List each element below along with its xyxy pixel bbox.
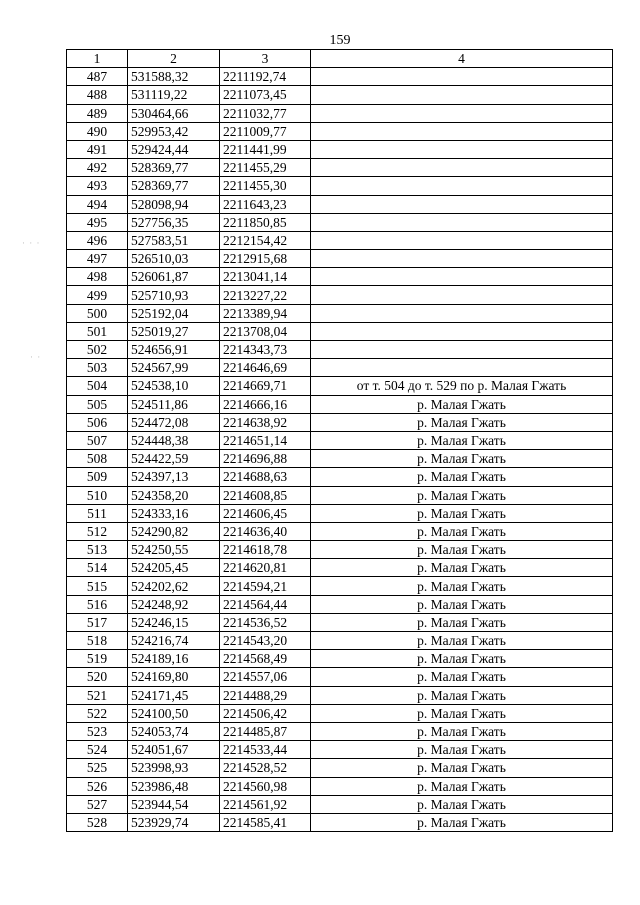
table-row (67, 813, 613, 831)
table-row (67, 522, 613, 540)
cell-description: р. Малая Гжать (311, 813, 613, 831)
table-row (67, 795, 613, 813)
cell-x-coordinate: 529424,44 (128, 140, 220, 158)
cell-y-coordinate: 2213041,14 (220, 268, 311, 286)
cell-x-coordinate: 523998,93 (128, 759, 220, 777)
table-row (67, 486, 613, 504)
column-header-number: 1 (67, 50, 128, 68)
cell-description (311, 213, 613, 231)
table-row (67, 777, 613, 795)
cell-description: р. Малая Гжать (311, 595, 613, 613)
cell-point-number: 489 (67, 104, 128, 122)
cell-x-coordinate: 524171,45 (128, 686, 220, 704)
scan-speck: · · (30, 352, 42, 362)
table-row (67, 268, 613, 286)
cell-point-number: 488 (67, 86, 128, 104)
cell-x-coordinate: 531588,32 (128, 68, 220, 86)
cell-y-coordinate: 2211441,99 (220, 140, 311, 158)
cell-y-coordinate: 2214506,42 (220, 704, 311, 722)
cell-point-number: 487 (67, 68, 128, 86)
table-row (67, 541, 613, 559)
table-row (67, 577, 613, 595)
cell-x-coordinate: 524290,82 (128, 522, 220, 540)
cell-y-coordinate: 2211073,45 (220, 86, 311, 104)
cell-point-number: 494 (67, 195, 128, 213)
cell-description: р. Малая Гжать (311, 722, 613, 740)
cell-description (311, 122, 613, 140)
cell-description (311, 268, 613, 286)
cell-y-coordinate: 2211009,77 (220, 122, 311, 140)
cell-x-coordinate: 531119,22 (128, 86, 220, 104)
table-row (67, 595, 613, 613)
cell-y-coordinate: 2212915,68 (220, 250, 311, 268)
cell-x-coordinate: 529953,42 (128, 122, 220, 140)
cell-point-number: 519 (67, 650, 128, 668)
cell-x-coordinate: 524397,13 (128, 468, 220, 486)
cell-x-coordinate: 524567,99 (128, 359, 220, 377)
cell-y-coordinate: 2214536,52 (220, 613, 311, 631)
cell-point-number: 498 (67, 268, 128, 286)
cell-description: р. Малая Гжать (311, 431, 613, 449)
cell-y-coordinate: 2214638,92 (220, 413, 311, 431)
table-row (67, 395, 613, 413)
cell-x-coordinate: 527756,35 (128, 213, 220, 231)
column-header-y: 3 (220, 50, 311, 68)
cell-x-coordinate: 524448,38 (128, 431, 220, 449)
cell-description: р. Малая Гжать (311, 759, 613, 777)
cell-point-number: 508 (67, 450, 128, 468)
cell-description: р. Малая Гжать (311, 704, 613, 722)
table-row (67, 759, 613, 777)
cell-y-coordinate: 2214543,20 (220, 632, 311, 650)
cell-point-number: 515 (67, 577, 128, 595)
cell-y-coordinate: 2212154,42 (220, 231, 311, 249)
table-row (67, 722, 613, 740)
cell-description: р. Малая Гжать (311, 577, 613, 595)
cell-point-number: 492 (67, 159, 128, 177)
cell-point-number: 495 (67, 213, 128, 231)
cell-x-coordinate: 528098,94 (128, 195, 220, 213)
cell-description: р. Малая Гжать (311, 741, 613, 759)
cell-point-number: 507 (67, 431, 128, 449)
scan-speck: · · · (22, 238, 41, 248)
cell-y-coordinate: 2214557,06 (220, 668, 311, 686)
table-row (67, 68, 613, 86)
cell-y-coordinate: 2213227,22 (220, 286, 311, 304)
table-row (67, 741, 613, 759)
cell-point-number: 503 (67, 359, 128, 377)
column-header-description: 4 (311, 50, 613, 68)
column-header-x: 2 (128, 50, 220, 68)
table-row (67, 413, 613, 431)
cell-x-coordinate: 526061,87 (128, 268, 220, 286)
cell-y-coordinate: 2214646,69 (220, 359, 311, 377)
table-row (67, 104, 613, 122)
cell-description (311, 104, 613, 122)
table-row (67, 559, 613, 577)
table-row (67, 686, 613, 704)
table-row (67, 377, 613, 395)
cell-description (311, 322, 613, 340)
table-header-row (67, 50, 613, 68)
cell-description (311, 286, 613, 304)
table-row (67, 613, 613, 631)
cell-point-number: 502 (67, 341, 128, 359)
cell-description (311, 177, 613, 195)
cell-x-coordinate: 524246,15 (128, 613, 220, 631)
table-row (67, 122, 613, 140)
table-row (67, 632, 613, 650)
cell-y-coordinate: 2211850,85 (220, 213, 311, 231)
cell-description: р. Малая Гжать (311, 777, 613, 795)
cell-y-coordinate: 2211455,30 (220, 177, 311, 195)
cell-point-number: 501 (67, 322, 128, 340)
table-row (67, 504, 613, 522)
cell-x-coordinate: 524250,55 (128, 541, 220, 559)
cell-description: р. Малая Гжать (311, 668, 613, 686)
cell-y-coordinate: 2214636,40 (220, 522, 311, 540)
cell-x-coordinate: 524656,91 (128, 341, 220, 359)
table-row (67, 431, 613, 449)
cell-y-coordinate: 2211455,29 (220, 159, 311, 177)
coordinates-table (66, 49, 613, 832)
cell-description: р. Малая Гжать (311, 450, 613, 468)
cell-y-coordinate: 2214528,52 (220, 759, 311, 777)
cell-point-number: 510 (67, 486, 128, 504)
cell-description: р. Малая Гжать (311, 395, 613, 413)
cell-description: р. Малая Гжать (311, 613, 613, 631)
table-row (67, 213, 613, 231)
cell-point-number: 506 (67, 413, 128, 431)
cell-x-coordinate: 525019,27 (128, 322, 220, 340)
table-row (67, 86, 613, 104)
cell-description (311, 231, 613, 249)
cell-y-coordinate: 2214533,44 (220, 741, 311, 759)
cell-y-coordinate: 2214666,16 (220, 395, 311, 413)
cell-x-coordinate: 524248,92 (128, 595, 220, 613)
cell-point-number: 513 (67, 541, 128, 559)
cell-point-number: 523 (67, 722, 128, 740)
cell-point-number: 491 (67, 140, 128, 158)
cell-x-coordinate: 524100,50 (128, 704, 220, 722)
cell-y-coordinate: 2213389,94 (220, 304, 311, 322)
cell-x-coordinate: 524472,08 (128, 413, 220, 431)
cell-x-coordinate: 527583,51 (128, 231, 220, 249)
cell-point-number: 528 (67, 813, 128, 831)
cell-y-coordinate: 2214564,44 (220, 595, 311, 613)
cell-y-coordinate: 2214561,92 (220, 795, 311, 813)
cell-point-number: 520 (67, 668, 128, 686)
cell-description (311, 68, 613, 86)
cell-description: р. Малая Гжать (311, 686, 613, 704)
table-row (67, 668, 613, 686)
cell-description (311, 159, 613, 177)
cell-x-coordinate: 530464,66 (128, 104, 220, 122)
cell-description: р. Малая Гжать (311, 559, 613, 577)
cell-y-coordinate: 2213708,04 (220, 322, 311, 340)
cell-y-coordinate: 2214485,87 (220, 722, 311, 740)
cell-description (311, 250, 613, 268)
cell-point-number: 511 (67, 504, 128, 522)
cell-description: р. Малая Гжать (311, 650, 613, 668)
table-row (67, 322, 613, 340)
cell-y-coordinate: 2214568,49 (220, 650, 311, 668)
table-row (67, 704, 613, 722)
cell-x-coordinate: 526510,03 (128, 250, 220, 268)
cell-description: р. Малая Гжать (311, 541, 613, 559)
cell-x-coordinate: 525192,04 (128, 304, 220, 322)
cell-description (311, 304, 613, 322)
cell-point-number: 518 (67, 632, 128, 650)
table-row (67, 286, 613, 304)
cell-x-coordinate: 523986,48 (128, 777, 220, 795)
cell-y-coordinate: 2211643,23 (220, 195, 311, 213)
cell-point-number: 505 (67, 395, 128, 413)
cell-y-coordinate: 2214488,29 (220, 686, 311, 704)
cell-x-coordinate: 524216,74 (128, 632, 220, 650)
cell-point-number: 493 (67, 177, 128, 195)
cell-y-coordinate: 2214560,98 (220, 777, 311, 795)
cell-x-coordinate: 524189,16 (128, 650, 220, 668)
cell-x-coordinate: 524051,67 (128, 741, 220, 759)
cell-x-coordinate: 524169,80 (128, 668, 220, 686)
cell-point-number: 490 (67, 122, 128, 140)
cell-x-coordinate: 525710,93 (128, 286, 220, 304)
cell-point-number: 500 (67, 304, 128, 322)
cell-x-coordinate: 524422,59 (128, 450, 220, 468)
cell-x-coordinate: 523944,54 (128, 795, 220, 813)
cell-description: от т. 504 до т. 529 по р. Малая Гжать (311, 377, 613, 395)
cell-point-number: 525 (67, 759, 128, 777)
table-row (67, 304, 613, 322)
cell-description (311, 140, 613, 158)
cell-description: р. Малая Гжать (311, 632, 613, 650)
cell-y-coordinate: 2214688,63 (220, 468, 311, 486)
table-row (67, 359, 613, 377)
table-row (67, 195, 613, 213)
cell-description (311, 195, 613, 213)
cell-point-number: 516 (67, 595, 128, 613)
cell-point-number: 522 (67, 704, 128, 722)
cell-x-coordinate: 524358,20 (128, 486, 220, 504)
cell-point-number: 509 (67, 468, 128, 486)
table-row (67, 177, 613, 195)
cell-point-number: 521 (67, 686, 128, 704)
cell-x-coordinate: 528369,77 (128, 177, 220, 195)
cell-x-coordinate: 528369,77 (128, 159, 220, 177)
table-row (67, 250, 613, 268)
table-row (67, 159, 613, 177)
table-row (67, 650, 613, 668)
cell-point-number: 527 (67, 795, 128, 813)
cell-point-number: 526 (67, 777, 128, 795)
cell-description (311, 359, 613, 377)
table-row (67, 341, 613, 359)
cell-y-coordinate: 2211032,77 (220, 104, 311, 122)
cell-y-coordinate: 2214594,21 (220, 577, 311, 595)
table-row (67, 450, 613, 468)
table-row (67, 468, 613, 486)
cell-x-coordinate: 524511,86 (128, 395, 220, 413)
cell-y-coordinate: 2214343,73 (220, 341, 311, 359)
cell-description: р. Малая Гжать (311, 522, 613, 540)
cell-point-number: 497 (67, 250, 128, 268)
cell-x-coordinate: 524538,10 (128, 377, 220, 395)
cell-description: р. Малая Гжать (311, 468, 613, 486)
cell-y-coordinate: 2214608,85 (220, 486, 311, 504)
cell-point-number: 504 (67, 377, 128, 395)
cell-point-number: 517 (67, 613, 128, 631)
cell-description (311, 86, 613, 104)
cell-y-coordinate: 2214669,71 (220, 377, 311, 395)
cell-point-number: 514 (67, 559, 128, 577)
table-row (67, 231, 613, 249)
cell-x-coordinate: 524205,45 (128, 559, 220, 577)
cell-point-number: 499 (67, 286, 128, 304)
cell-point-number: 512 (67, 522, 128, 540)
cell-x-coordinate: 523929,74 (128, 813, 220, 831)
cell-point-number: 524 (67, 741, 128, 759)
cell-description: р. Малая Гжать (311, 413, 613, 431)
table-row (67, 140, 613, 158)
cell-description (311, 341, 613, 359)
cell-description: р. Малая Гжать (311, 504, 613, 522)
table-body (67, 68, 613, 832)
cell-x-coordinate: 524202,62 (128, 577, 220, 595)
cell-y-coordinate: 2214618,78 (220, 541, 311, 559)
cell-description: р. Малая Гжать (311, 486, 613, 504)
cell-y-coordinate: 2214651,14 (220, 431, 311, 449)
cell-description: р. Малая Гжать (311, 795, 613, 813)
cell-y-coordinate: 2214696,88 (220, 450, 311, 468)
cell-y-coordinate: 2214606,45 (220, 504, 311, 522)
cell-x-coordinate: 524053,74 (128, 722, 220, 740)
cell-y-coordinate: 2214585,41 (220, 813, 311, 831)
cell-x-coordinate: 524333,16 (128, 504, 220, 522)
page-number: 159 (329, 33, 351, 48)
cell-point-number: 496 (67, 231, 128, 249)
cell-y-coordinate: 2211192,74 (220, 68, 311, 86)
cell-y-coordinate: 2214620,81 (220, 559, 311, 577)
